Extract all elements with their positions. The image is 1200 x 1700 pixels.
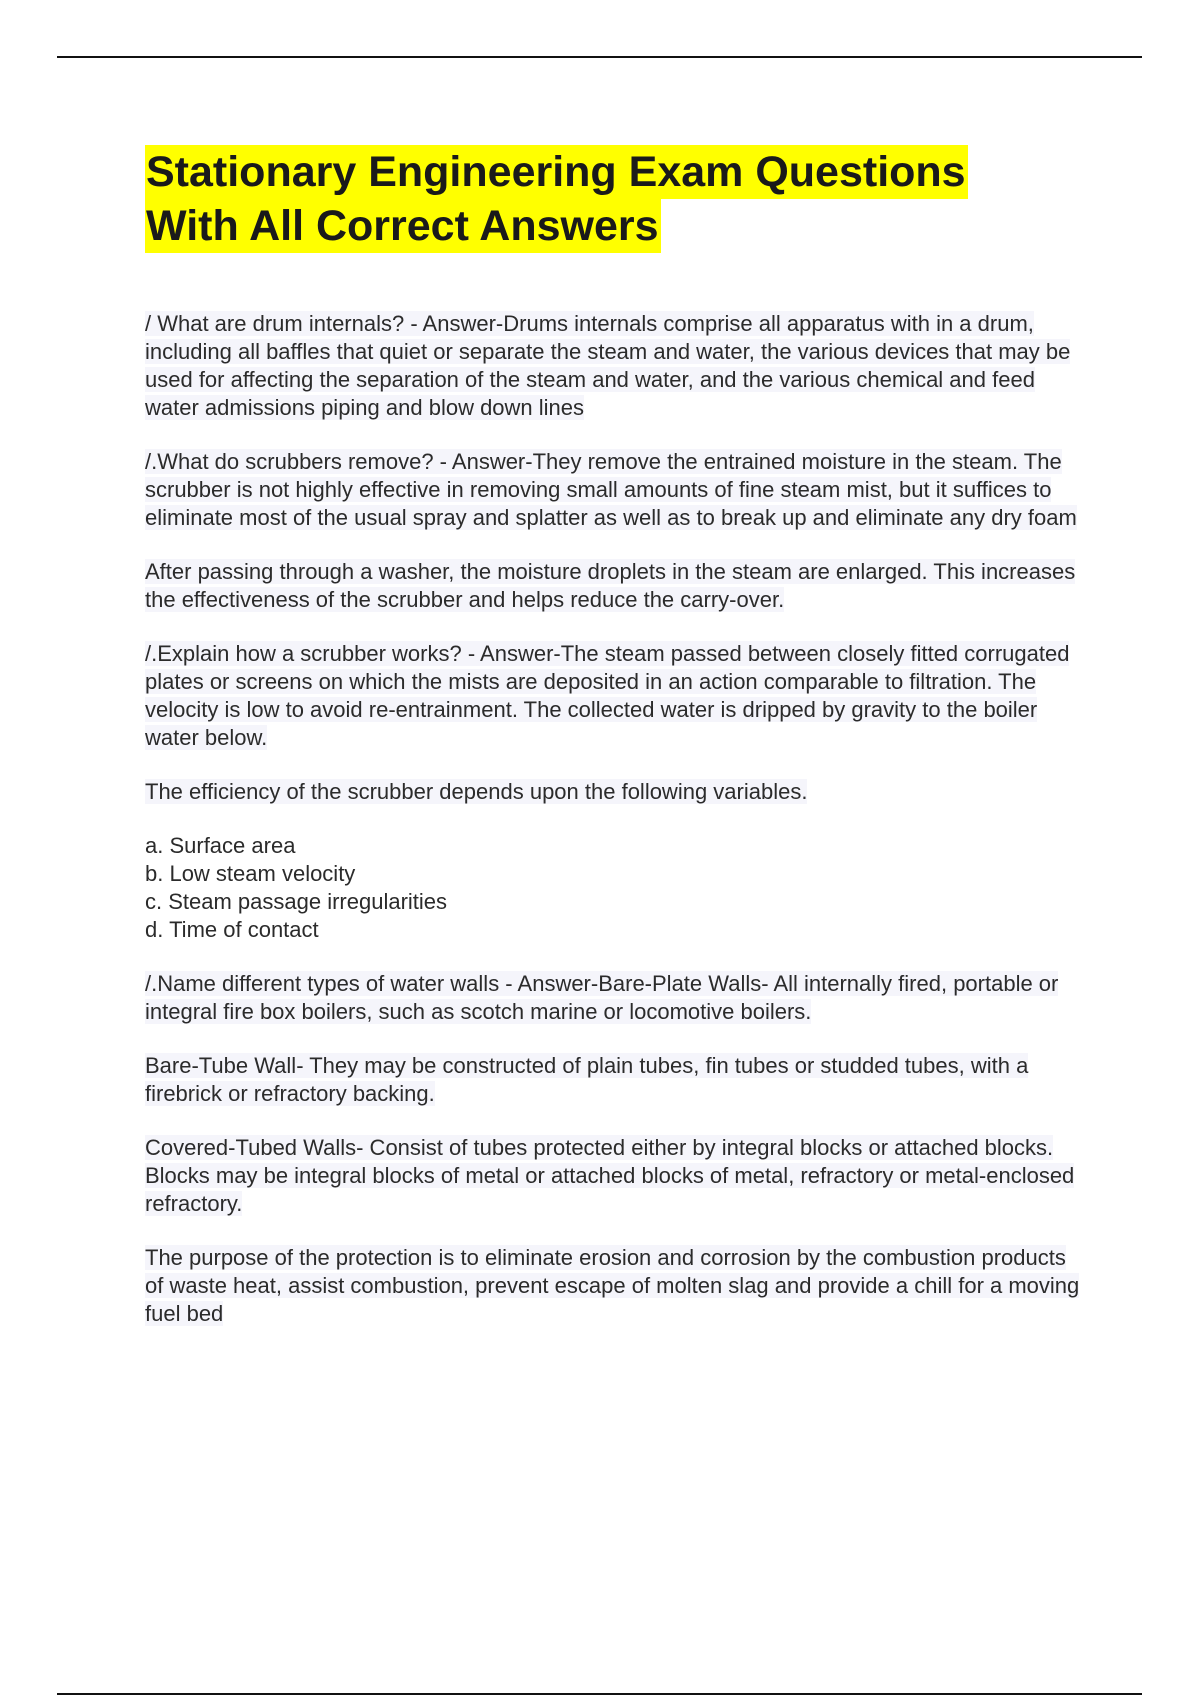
- paragraph-protection-purpose: The purpose of the protection is to eliminate erosion and corrosion by the combustion products of waste heat, assist combustion, prevent escape of molten slag and provide a chill for a moving fuel bed: [145, 1245, 1080, 1326]
- title-line-1: Stationary Engineering Exam Questions: [145, 145, 968, 199]
- question-scrubbers-remove: /.What do scrubbers remove? - Answer-They remove the entrained moisture in the steam. The scrubber is not highly effective in removing small amounts of fine steam mist, but it suffices to eliminate most of the usual spray and splatter as well as to break up and eliminate any dry foam: [145, 449, 1077, 530]
- paragraph-bare-tube-wall: Bare-Tube Wall- They may be constructed of plain tubes, fin tubes or studded tubes, with a firebrick or refractory backing.: [145, 1053, 1029, 1106]
- question-scrubber-works: /.Explain how a scrubber works? - Answer-The steam passed between closely fitted corrugated plates or screens on which the mists are deposited in an action comparable to filtration. The velocity is low to avoid re-entrainment. The collected water is dripped by gravity to the boiler water below.: [145, 641, 1070, 750]
- top-rule: [57, 56, 1142, 58]
- question-drum-internals: / What are drum internals? - Answer-Drums internals comprise all apparatus with in a drum, including all baffles that quiet or separate the steam and water, the various devices that may be used for affecting the separation of the steam and water, and the various chemical and feed water admissions piping and blow down lines: [145, 311, 1071, 420]
- list-item: c. Steam passage irregularities: [145, 889, 448, 914]
- list-item: a. Surface area: [145, 833, 296, 858]
- list-item: b. Low steam velocity: [145, 861, 356, 886]
- efficiency-variables-list: [145, 832, 1090, 944]
- list-item: d. Time of contact: [145, 917, 319, 942]
- paragraph-covered-tubed-walls: Covered-Tubed Walls- Consist of tubes protected either by integral blocks or attached blocks. Blocks may be integral blocks of metal or attached blocks of metal, refractory or metal-enclosed refractory.: [145, 1135, 1075, 1216]
- question-water-walls: /.Name different types of water walls - Answer-Bare-Plate Walls- All internally fired, portable or integral fire box boilers, such as scotch marine or locomotive boilers.: [145, 971, 1059, 1024]
- paragraph-efficiency: The efficiency of the scrubber depends upon the following variables.: [145, 779, 808, 804]
- page-title: [145, 145, 1090, 253]
- paragraph-washer: After passing through a washer, the moisture droplets in the steam are enlarged. This increases the effectiveness of the scrubber and helps reduce the carry-over.: [145, 559, 1076, 612]
- question-list: [145, 310, 1090, 1328]
- bottom-rule: [57, 1693, 1142, 1695]
- document-body: [145, 145, 1090, 1354]
- title-line-2: With All Correct Answers: [145, 199, 661, 253]
